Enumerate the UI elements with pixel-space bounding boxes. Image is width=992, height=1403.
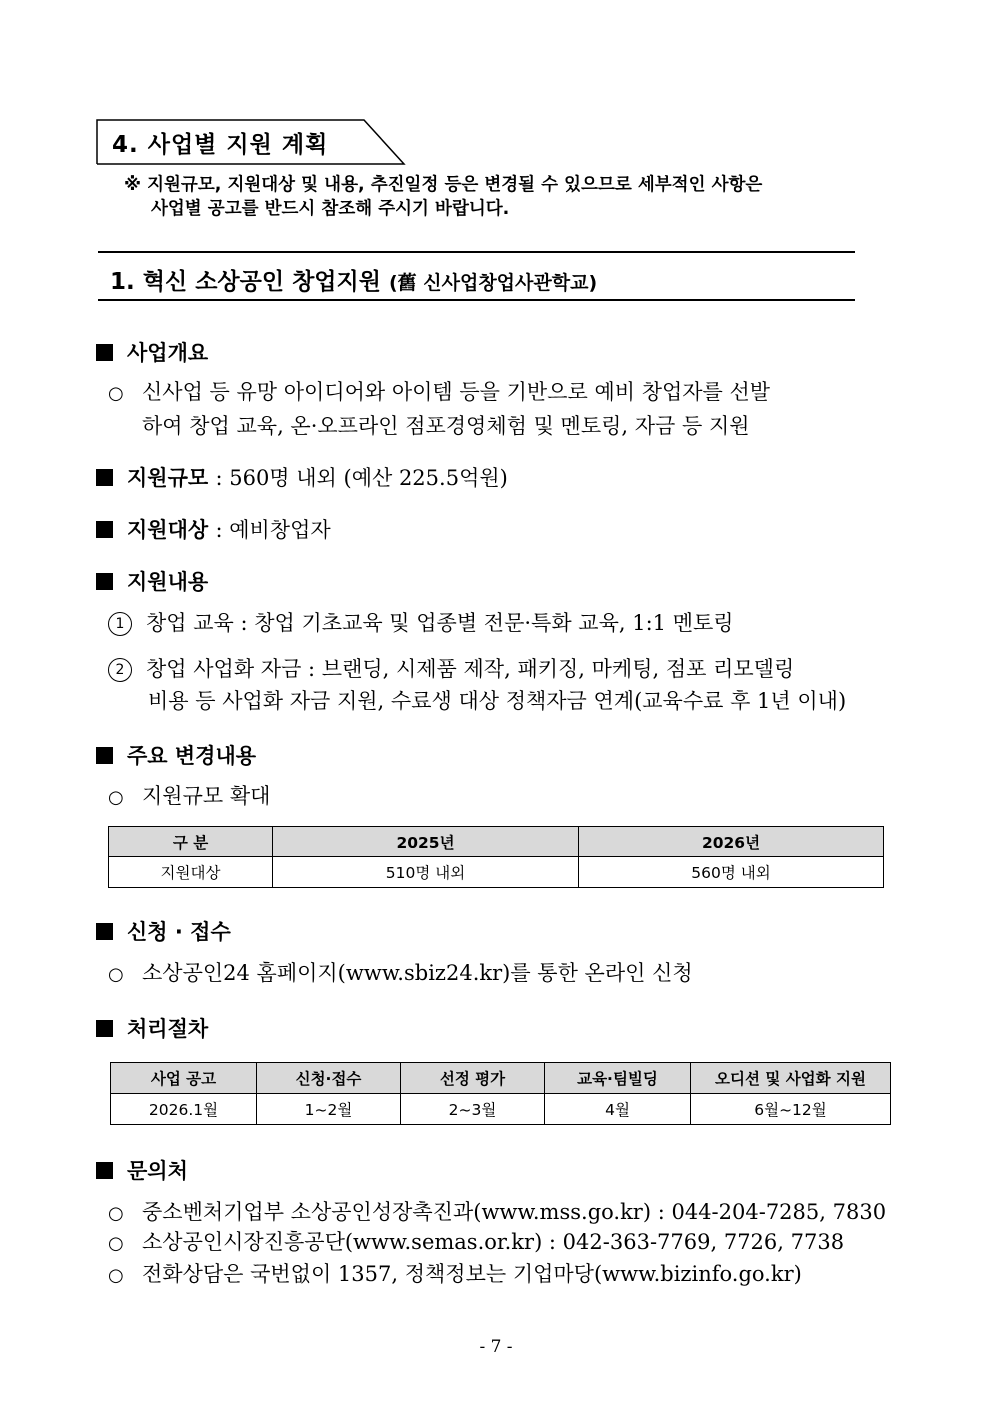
notice-line-1: ※ 지원규모, 지원대상 및 내용, 추진일정 등은 변경될 수 있으므로 세부적인 사항은 bbox=[124, 175, 763, 195]
process-cell: 4월 bbox=[545, 1094, 691, 1125]
process-header-cell: 교육·팀빌딩 bbox=[545, 1063, 691, 1094]
overview-heading-text: 사업개요 bbox=[127, 341, 209, 365]
circled-number-1: 1 bbox=[108, 612, 132, 636]
apply-bullet-text: 소상공인24 홈페이지(www.sbiz24.kr)를 통한 온라인 신청 bbox=[142, 961, 693, 985]
section-title: 4. 사업별 지원 계획 bbox=[112, 132, 329, 158]
program-title bbox=[110, 263, 597, 296]
changes-heading-text: 주요 변경내용 bbox=[127, 744, 257, 768]
square-bullet-icon bbox=[96, 923, 113, 940]
contact-item-3: 전화상담은 국번없이 1357, 정책정보는 기업마당(www.bizinfo.go.kr) bbox=[142, 1262, 802, 1286]
process-header-cell: 신청·접수 bbox=[257, 1063, 401, 1094]
changes-cell: 지원대상 bbox=[109, 857, 273, 888]
circle-bullet-icon: ○ bbox=[108, 787, 124, 808]
contact-item-2: 소상공인시장진흥공단(www.semas.or.kr) : 042-363-7769, 7726, 7738 bbox=[142, 1230, 845, 1254]
content-item-2-line-2: 비용 등 사업화 자금 지원, 수료생 대상 정책자금 연계(교육수료 후 1년 이내) bbox=[148, 689, 847, 713]
content-heading-text: 지원내용 bbox=[127, 570, 209, 594]
square-bullet-icon bbox=[96, 1162, 113, 1179]
table-row bbox=[109, 857, 884, 888]
process-table bbox=[110, 1062, 891, 1125]
square-bullet-icon bbox=[96, 573, 113, 590]
circled-number-2: 2 bbox=[108, 658, 132, 682]
changes-table-header bbox=[109, 827, 884, 857]
process-cell: 1~2월 bbox=[257, 1094, 401, 1125]
overview-paragraph bbox=[108, 376, 898, 442]
apply-bullet bbox=[108, 957, 693, 991]
contact-item-1: 중소벤처기업부 소상공인성장촉진과(www.mss.go.kr) : 044-204-7285, 7830 bbox=[142, 1200, 887, 1224]
changes-header-cell: 구 분 bbox=[109, 827, 273, 857]
square-bullet-icon bbox=[96, 344, 113, 361]
changes-cell: 510명 내외 bbox=[273, 857, 579, 888]
circle-bullet-icon: ○ bbox=[108, 1265, 124, 1286]
apply-heading-text: 신청 · 접수 bbox=[127, 920, 231, 944]
changes-heading bbox=[96, 740, 256, 770]
title-rule-bottom bbox=[98, 299, 855, 301]
circle-bullet-icon: ○ bbox=[108, 964, 124, 985]
notice bbox=[124, 173, 894, 221]
program-title-main: 1. 혁신 소상공인 창업지원 bbox=[110, 269, 381, 295]
circle-bullet-icon: ○ bbox=[108, 383, 124, 404]
list-item bbox=[108, 1258, 802, 1292]
circle-bullet-icon: ○ bbox=[108, 1233, 124, 1254]
square-bullet-icon bbox=[96, 521, 113, 538]
target-row bbox=[96, 514, 331, 544]
changes-cell: 560명 내외 bbox=[579, 857, 884, 888]
circle-bullet-icon: ○ bbox=[108, 1203, 124, 1224]
process-cell: 2026.1월 bbox=[111, 1094, 257, 1125]
scale-row bbox=[96, 462, 508, 492]
table-row bbox=[111, 1094, 891, 1125]
list-item bbox=[108, 1196, 886, 1230]
notice-line-2: 사업별 공고를 반드시 참조해 주시기 바랍니다. bbox=[151, 199, 510, 219]
overview-heading bbox=[96, 337, 208, 367]
title-rule-top bbox=[98, 251, 855, 253]
contact-heading bbox=[96, 1155, 188, 1185]
content-item-1-text: 창업 교육 : 창업 기초교육 및 업종별 전문·특화 교육, 1:1 멘토링 bbox=[146, 611, 734, 635]
scale-value: : 560명 내외 (예산 225.5억원) bbox=[215, 466, 508, 490]
changes-bullet bbox=[108, 780, 270, 814]
content-heading bbox=[96, 566, 208, 596]
square-bullet-icon bbox=[96, 1020, 113, 1037]
target-heading: 지원대상 bbox=[127, 518, 209, 542]
program-subtitle: (舊 신사업창업사관학교) bbox=[388, 272, 598, 294]
process-header-cell: 선정 평가 bbox=[401, 1063, 545, 1094]
changes-bullet-text: 지원규모 확대 bbox=[142, 784, 271, 808]
overview-line-2: 하여 창업 교육, 온·오프라인 점포경영체험 및 멘토링, 자금 등 지원 bbox=[142, 414, 750, 438]
page-number: - 7 - bbox=[479, 1337, 513, 1357]
content-item-2-line-1: 창업 사업화 자금 : 브랜딩, 시제품 제작, 패키징, 마케팅, 점포 리모델링 bbox=[146, 657, 795, 681]
changes-table bbox=[108, 826, 884, 888]
process-cell: 6월~12월 bbox=[691, 1094, 891, 1125]
apply-heading bbox=[96, 916, 231, 946]
target-value: : 예비창업자 bbox=[215, 518, 331, 542]
content-item-1 bbox=[108, 607, 898, 639]
process-header-cell: 오디션 및 사업화 지원 bbox=[691, 1063, 891, 1094]
list-item bbox=[108, 1226, 844, 1260]
changes-header-cell: 2026년 bbox=[579, 827, 884, 857]
square-bullet-icon bbox=[96, 747, 113, 764]
process-header-cell: 사업 공고 bbox=[111, 1063, 257, 1094]
process-heading-text: 처리절차 bbox=[127, 1017, 209, 1041]
square-bullet-icon bbox=[96, 469, 113, 486]
process-table-header bbox=[111, 1063, 891, 1094]
content-item-2 bbox=[108, 653, 898, 717]
process-cell: 2~3월 bbox=[401, 1094, 545, 1125]
process-heading bbox=[96, 1013, 208, 1043]
contact-heading-text: 문의처 bbox=[127, 1159, 188, 1183]
overview-line-1: 신사업 등 유망 아이디어와 아이템 등을 기반으로 예비 창업자를 선발 bbox=[142, 380, 771, 404]
scale-heading: 지원규모 bbox=[127, 466, 209, 490]
changes-header-cell: 2025년 bbox=[273, 827, 579, 857]
